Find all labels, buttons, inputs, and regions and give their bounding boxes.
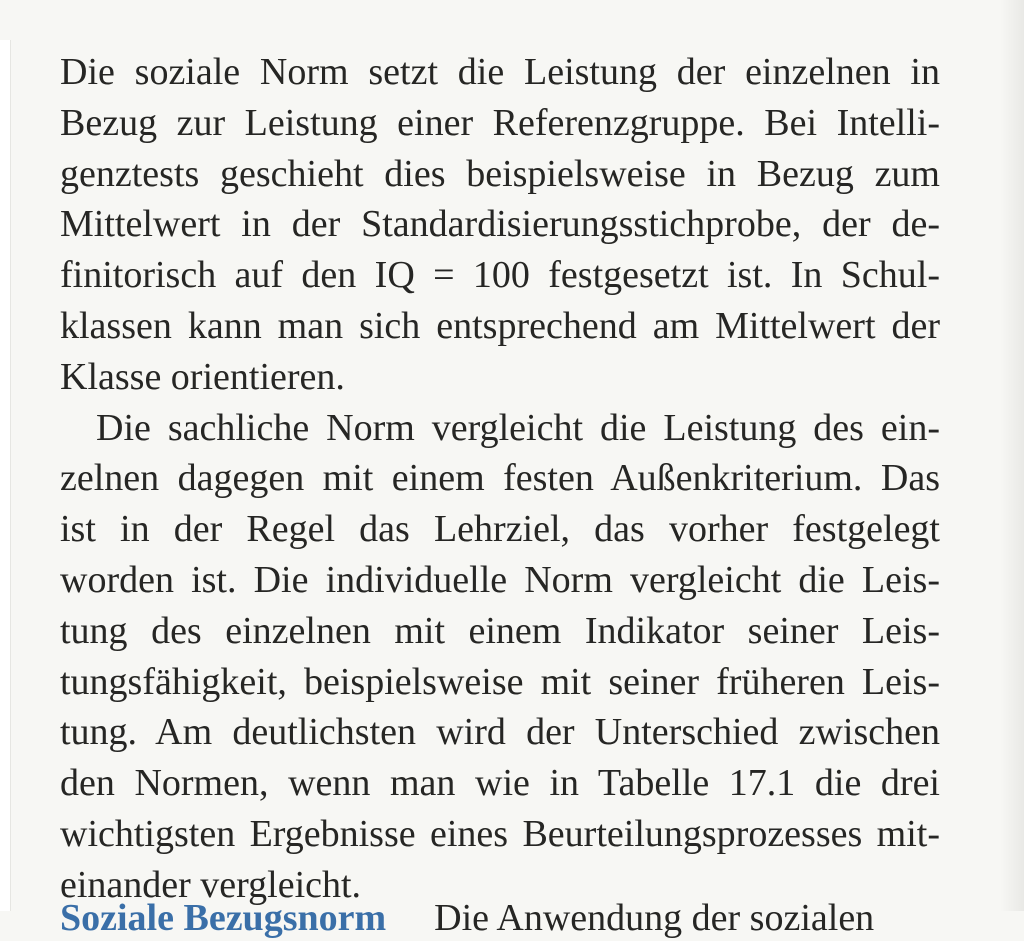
section-heading: Soziale Bezugsnorm <box>60 897 387 939</box>
text-line: tungsfähigkeit, beispielsweise mit seiner früheren Leis- <box>60 660 940 703</box>
text-line: einander vergleicht. <box>60 863 362 906</box>
text-line: Die soziale Norm setzt die Leistung der einzelnen in <box>60 51 940 93</box>
book-page-text <box>60 47 940 911</box>
text-line: Bezug zur Leistung einer Referenzgruppe. Bei Intelli- <box>60 101 940 144</box>
text-line: wichtigsten Ergebnisse eines Beurteilungsprozesses mit- <box>60 812 940 855</box>
text-line: genztests geschieht dies beispielsweise in Bezug zum <box>60 152 940 195</box>
paragraph-factual-norm <box>60 403 940 911</box>
text-line: zelnen dagegen mit einem festen Außenkriterium. Das <box>60 457 940 500</box>
text-line: Die sachliche Norm vergleicht die Leistung des ein- <box>96 406 940 449</box>
text-line: den Normen, wenn man wie in Tabelle 17.1 die drei <box>60 762 940 805</box>
text-line: klassen kann man sich entsprechend am Mittelwert der <box>60 304 940 347</box>
section-text: Die Anwendung der sozialen <box>434 897 875 939</box>
text-line: tung des einzelnen mit einem Indikator seiner Leis- <box>60 609 940 652</box>
paragraph-social-norm <box>60 47 940 403</box>
text-line: finitorisch auf den IQ = 100 festgesetzt ist. In Schul- <box>60 254 940 297</box>
next-section-cutoff <box>60 895 940 939</box>
page-gutter-shadow <box>1000 0 1024 911</box>
page-left-edge <box>0 40 11 911</box>
text-line: tung. Am deutlichsten wird der Unterschied zwischen <box>60 711 940 754</box>
text-line: Mittelwert in der Standardisierungsstichprobe, der de- <box>60 203 940 246</box>
text-line: worden ist. Die individuelle Norm vergleicht die Leis- <box>60 558 940 601</box>
text-line: Klasse orientieren. <box>60 355 345 398</box>
text-line: ist in der Regel das Lehrziel, das vorher festgelegt <box>60 508 940 551</box>
